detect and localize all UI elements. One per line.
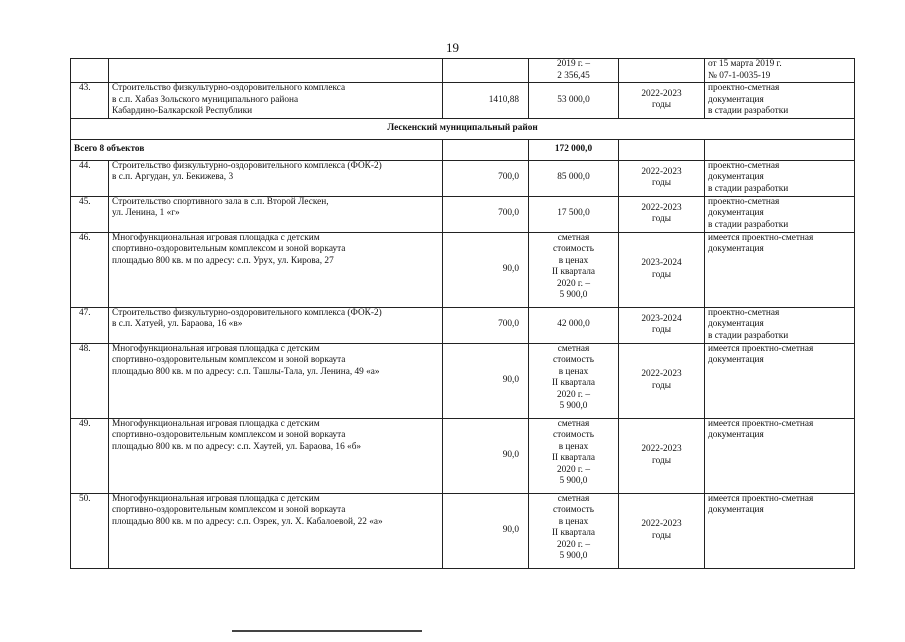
table-row bbox=[71, 418, 855, 493]
cell-num: 48. bbox=[71, 343, 109, 418]
cell-area: 1410,88 bbox=[443, 83, 529, 119]
cell-status: имеется проектно-сметная документация bbox=[705, 418, 855, 493]
cell-area: 90,0 bbox=[443, 232, 529, 307]
cell-years bbox=[619, 59, 705, 83]
cell-years bbox=[619, 139, 705, 160]
cell-area: 700,0 bbox=[443, 196, 529, 232]
table-row bbox=[71, 307, 855, 343]
cell-cost: сметная стоимость в ценах II квартала 2020 г. – 5 900,0 bbox=[529, 418, 619, 493]
section-title: Лескенский муниципальный район bbox=[71, 118, 855, 139]
cell-area: 90,0 bbox=[443, 418, 529, 493]
cell-cost: сметная стоимость в ценах II квартала 2020 г. – 5 900,0 bbox=[529, 343, 619, 418]
cell-area: 700,0 bbox=[443, 307, 529, 343]
cell-area bbox=[443, 139, 529, 160]
cell-num: 46. bbox=[71, 232, 109, 307]
cell-status: проектно-сметная документация в стадии разработки bbox=[705, 83, 855, 119]
cell-cost: 85 000,0 bbox=[529, 160, 619, 196]
table-row bbox=[71, 232, 855, 307]
cell-name: Многофункциональная игровая площадка с детским спортивно-оздоровительным комплексом и зоной воркаута площадью 800 кв. м по адресу: с.п. Хаутей, ул. Бараова, 16 «б» bbox=[109, 418, 443, 493]
total-label: Всего 8 объектов bbox=[71, 139, 443, 160]
total-row bbox=[71, 139, 855, 160]
cell-num bbox=[71, 59, 109, 83]
cell-cost: 42 000,0 bbox=[529, 307, 619, 343]
cell-cost: 2019 г. – 2 356,45 bbox=[529, 59, 619, 83]
cell-years: 2023-2024 годы bbox=[619, 307, 705, 343]
cell-status: имеется проектно-сметная документация bbox=[705, 232, 855, 307]
cell-years: 2022-2023 годы bbox=[619, 83, 705, 119]
cell-status: проектно-сметная документация в стадии разработки bbox=[705, 196, 855, 232]
cell-status: имеется проектно-сметная документация bbox=[705, 493, 855, 568]
total-cost: 172 000,0 bbox=[529, 139, 619, 160]
cell-cost: сметная стоимость в ценах II квартала 2020 г. – 5 900,0 bbox=[529, 493, 619, 568]
cell-area: 700,0 bbox=[443, 160, 529, 196]
cell-years: 2022-2023 годы bbox=[619, 343, 705, 418]
cell-num: 44. bbox=[71, 160, 109, 196]
table-row-continued bbox=[71, 59, 855, 83]
cell-status: имеется проектно-сметная документация bbox=[705, 343, 855, 418]
cell-num: 50. bbox=[71, 493, 109, 568]
table-row bbox=[71, 493, 855, 568]
section-header-row bbox=[71, 118, 855, 139]
cell-num: 49. bbox=[71, 418, 109, 493]
cell-status: проектно-сметная документация в стадии разработки bbox=[705, 307, 855, 343]
objects-table bbox=[70, 58, 855, 569]
cell-name: Строительство физкультурно-оздоровительного комплекса (ФОК-2) в с.п. Хатуей, ул. Бараова, 16 «в» bbox=[109, 307, 443, 343]
table-row bbox=[71, 83, 855, 119]
next-page-edge bbox=[232, 630, 422, 642]
cell-area bbox=[443, 59, 529, 83]
cell-num: 45. bbox=[71, 196, 109, 232]
cell-status bbox=[705, 139, 855, 160]
cell-years: 2022-2023 годы bbox=[619, 196, 705, 232]
cell-cost: 53 000,0 bbox=[529, 83, 619, 119]
cell-cost: сметная стоимость в ценах II квартала 2020 г. – 5 900,0 bbox=[529, 232, 619, 307]
page-number: 19 bbox=[446, 40, 459, 55]
cell-name: Строительство физкультурно-оздоровительного комплекса в с.п. Хабаз Зольского муниципального района Кабардино-Балкарской Республики bbox=[109, 83, 443, 119]
cell-cost: 17 500,0 bbox=[529, 196, 619, 232]
cell-area: 90,0 bbox=[443, 343, 529, 418]
cell-years: 2023-2024 годы bbox=[619, 232, 705, 307]
cell-years: 2022-2023 годы bbox=[619, 160, 705, 196]
cell-area: 90,0 bbox=[443, 493, 529, 568]
cell-years: 2022-2023 годы bbox=[619, 493, 705, 568]
cell-name: Многофункциональная игровая площадка с детским спортивно-оздоровительным комплексом и зоной воркаута площадью 800 кв. м по адресу: с.п. Урух, ул. Кирова, 27 bbox=[109, 232, 443, 307]
cell-status: проектно-сметная документация в стадии разработки bbox=[705, 160, 855, 196]
cell-name: Многофункциональная игровая площадка с детским спортивно-оздоровительным комплексом и зоной воркаута площадью 800 кв. м по адресу: с.п. Ташлы-Тала, ул. Ленина, 49 «а» bbox=[109, 343, 443, 418]
cell-num: 43. bbox=[71, 83, 109, 119]
table-row bbox=[71, 196, 855, 232]
cell-years: 2022-2023 годы bbox=[619, 418, 705, 493]
table-row bbox=[71, 343, 855, 418]
cell-status: от 15 марта 2019 г. № 07-1-0035-19 bbox=[705, 59, 855, 83]
cell-name: Строительство физкультурно-оздоровительного комплекса (ФОК-2) в с.п. Аргудан, ул. Бекижева, 3 bbox=[109, 160, 443, 196]
cell-num: 47. bbox=[71, 307, 109, 343]
cell-name bbox=[109, 59, 443, 83]
cell-name: Строительство спортивного зала в с.п. Второй Лескен, ул. Ленина, 1 «г» bbox=[109, 196, 443, 232]
cell-name: Многофункциональная игровая площадка с детским спортивно-оздоровительным комплексом и зоной воркаута площадью 800 кв. м по адресу: с.п. Озрек, ул. Х. Кабалоевой, 22 «а» bbox=[109, 493, 443, 568]
table-row bbox=[71, 160, 855, 196]
